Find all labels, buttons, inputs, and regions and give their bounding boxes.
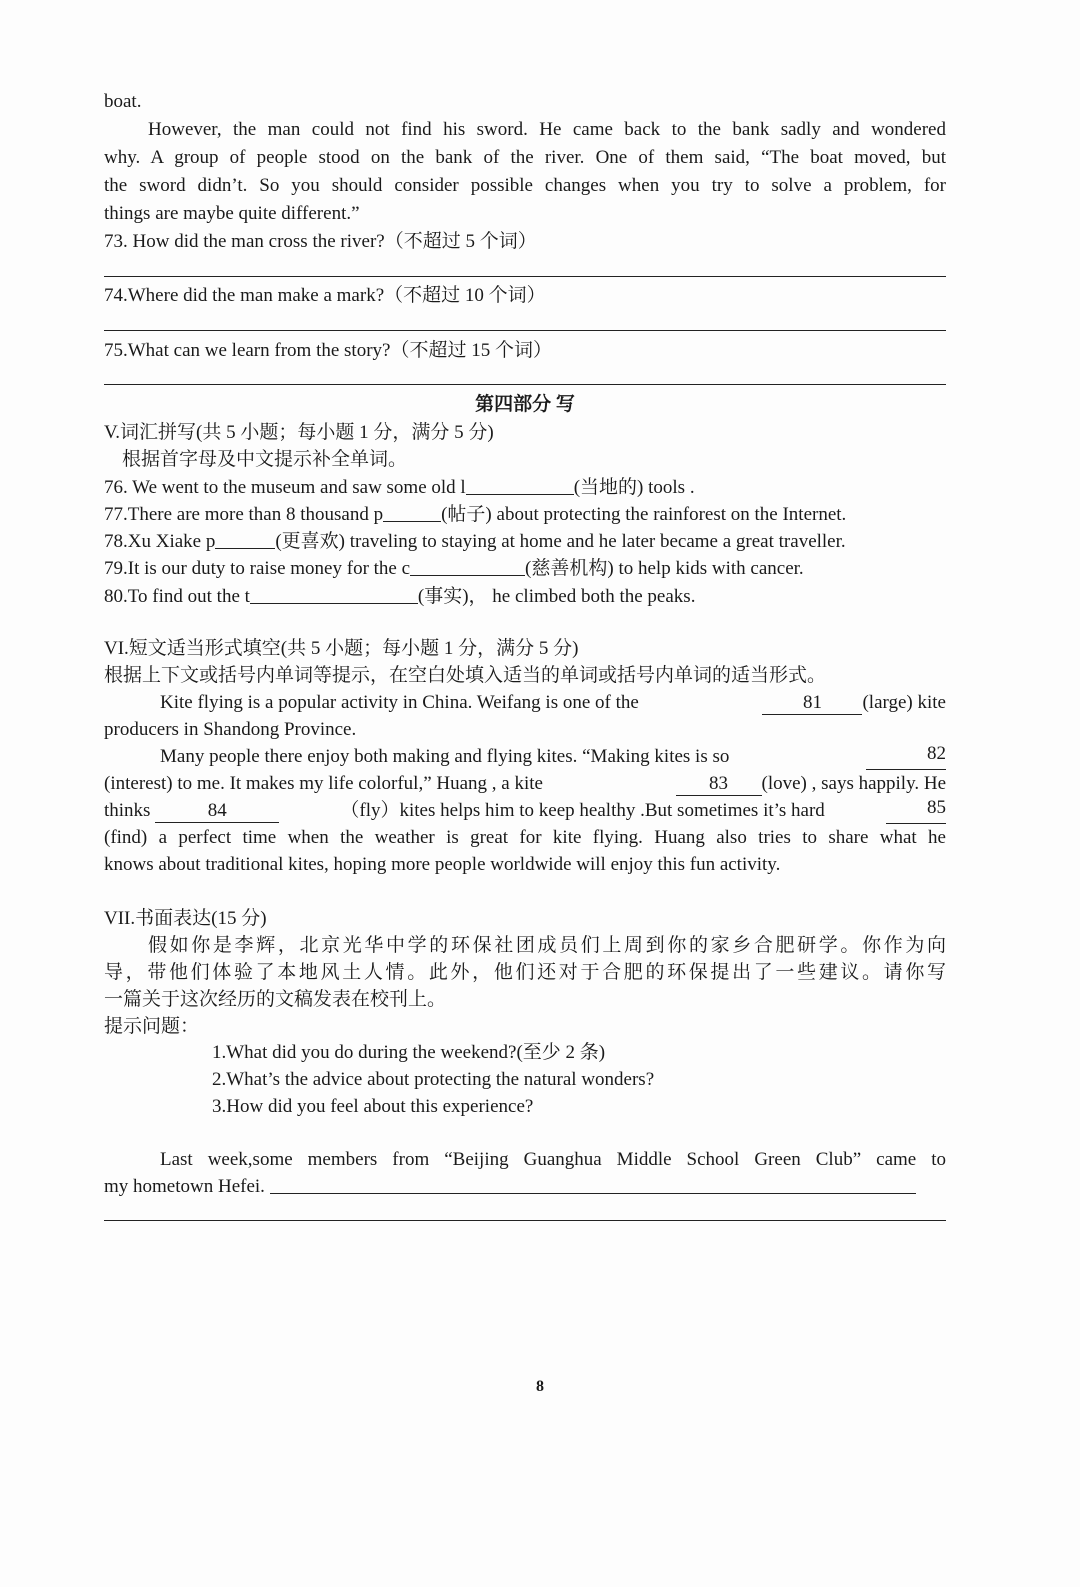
cloze-line: producers in Shandong Province. [104, 719, 357, 740]
cloze-text: （fly）kites helps him to keep healthy .But sometimes it’s hard [340, 800, 825, 821]
section7-heading: VII.书面表达(15 分) [104, 908, 267, 929]
blank-83[interactable]: 83 [676, 773, 762, 796]
cloze-line [160, 743, 946, 770]
item-76 [104, 474, 946, 501]
passage-line: why. A group of people stood on the bank of the river. One of them said, “The boat moved, but [104, 147, 946, 168]
blank-77[interactable] [383, 501, 441, 522]
blank-85[interactable]: 85 [886, 797, 946, 824]
essay-start [104, 1173, 946, 1200]
section5-instruction: 根据首字母及中文提示补全单词。 [122, 449, 408, 470]
item-78 [104, 528, 946, 555]
item-79-hint: (慈善机构) to help kids with cancer. [525, 558, 804, 579]
essay-start: Last week,some members from “Beijing Guanghua Middle School Green Club” came to [160, 1149, 946, 1170]
task-line: 假如你是李辉，北京光华中学的环保社团成员们上周到你的家乡合肥研学。你作为向 [148, 935, 946, 956]
item-78-text: 78.Xu Xiake p [104, 531, 216, 552]
essay-answer-line[interactable] [104, 1220, 946, 1221]
cloze-text: Many people there enjoy both making and flying kites. “Making kites is so [160, 746, 730, 767]
cloze-line [104, 797, 946, 824]
question-75: 75.What can we learn from the story?（不超过 15 个词） [104, 340, 552, 361]
task-line: 一篇关于这次经历的文稿发表在校刊上。 [104, 989, 447, 1010]
passage-line: things are maybe quite different.” [104, 203, 360, 224]
passage-line: However, the man could not find his sword. He came back to the bank sadly and wondered [148, 119, 946, 140]
cloze-text: Kite flying is a popular activity in China. Weifang is one of the [160, 692, 639, 713]
blank-76[interactable] [466, 474, 574, 495]
essay-start-text: my hometown Hefei. [104, 1176, 265, 1197]
part4-title: 第四部分 写 [475, 394, 575, 415]
item-80-hint: (事实)， he climbed both the peaks. [417, 586, 696, 607]
answer-line-73[interactable] [104, 276, 946, 277]
cloze-text: thinks [104, 800, 151, 821]
item-80 [104, 583, 946, 610]
cloze-line: knows about traditional kites, hoping more people worldwide will enjoy this fun activity. [104, 854, 781, 875]
item-77 [104, 501, 946, 528]
passage-line: the sword didn’t. So you should consider possible changes when you try to solve a problem, for [104, 175, 946, 196]
blank-80[interactable] [250, 583, 418, 604]
cloze-line: (find) a perfect time when the weather is great for kite flying. Huang also tries to share what he [104, 827, 946, 848]
cloze-line [160, 689, 946, 716]
section6-heading: VI.短文适当形式填空(共 5 小题；每小题 1 分，满分 5 分) [104, 638, 579, 659]
prompt-question-2: 2.What’s the advice about protecting the natural wonders? [212, 1069, 655, 1090]
answer-line-75[interactable] [104, 384, 946, 385]
cloze-text: (interest) to me. It makes my life colorful,” Huang , a kite [104, 773, 543, 794]
item-76-hint: (当地的) tools . [573, 477, 695, 498]
prompt-question-3: 3.How did you feel about this experience? [212, 1096, 534, 1117]
question-73: 73. How did the man cross the river?（不超过 5 个词） [104, 231, 537, 252]
item-79-text: 79.It is our duty to raise money for the c [104, 558, 411, 579]
section6-instruction: 根据上下文或括号内单词等提示，在空白处填入适当的单词或括号内单词的适当形式。 [104, 665, 827, 686]
item-76-text: 76. We went to the museum and saw some old l [104, 477, 466, 498]
page-number: 8 [536, 1378, 544, 1395]
section5-heading: V.词汇拼写(共 5 小题；每小题 1 分，满分 5 分) [104, 422, 494, 443]
blank-84[interactable]: 84 [155, 800, 279, 823]
blank-82[interactable]: 82 [866, 743, 946, 770]
prompt-label: 提示问题： [104, 1016, 200, 1037]
passage-line: boat. [104, 91, 142, 112]
answer-line-74[interactable] [104, 330, 946, 331]
prompt-question-1: 1.What did you do during the weekend?(至少 2 条) [212, 1042, 606, 1063]
blank-78[interactable] [215, 528, 275, 549]
essay-answer-line[interactable] [270, 1173, 916, 1194]
blank-79[interactable] [410, 555, 525, 576]
item-79 [104, 555, 946, 582]
task-line: 导，带他们体验了本地风土人情。此外，他们还对于合肥的环保提出了一些建议。请你写 [104, 962, 946, 983]
blank-81[interactable]: 81 [762, 692, 862, 715]
item-78-hint: (更喜欢) traveling to staying at home and he later became a great traveller. [275, 531, 846, 552]
cloze-text: (love) , says happily. He [761, 773, 946, 794]
cloze-text: (large) kite [862, 692, 946, 713]
item-77-text: 77.There are more than 8 thousand p [104, 504, 384, 525]
item-80-text: 80.To find out the t [104, 586, 250, 607]
cloze-line [104, 770, 946, 797]
item-77-hint: (帖子) about protecting the rainforest on the Internet. [441, 504, 847, 525]
question-74: 74.Where did the man make a mark?（不超过 10 个词） [104, 285, 546, 306]
